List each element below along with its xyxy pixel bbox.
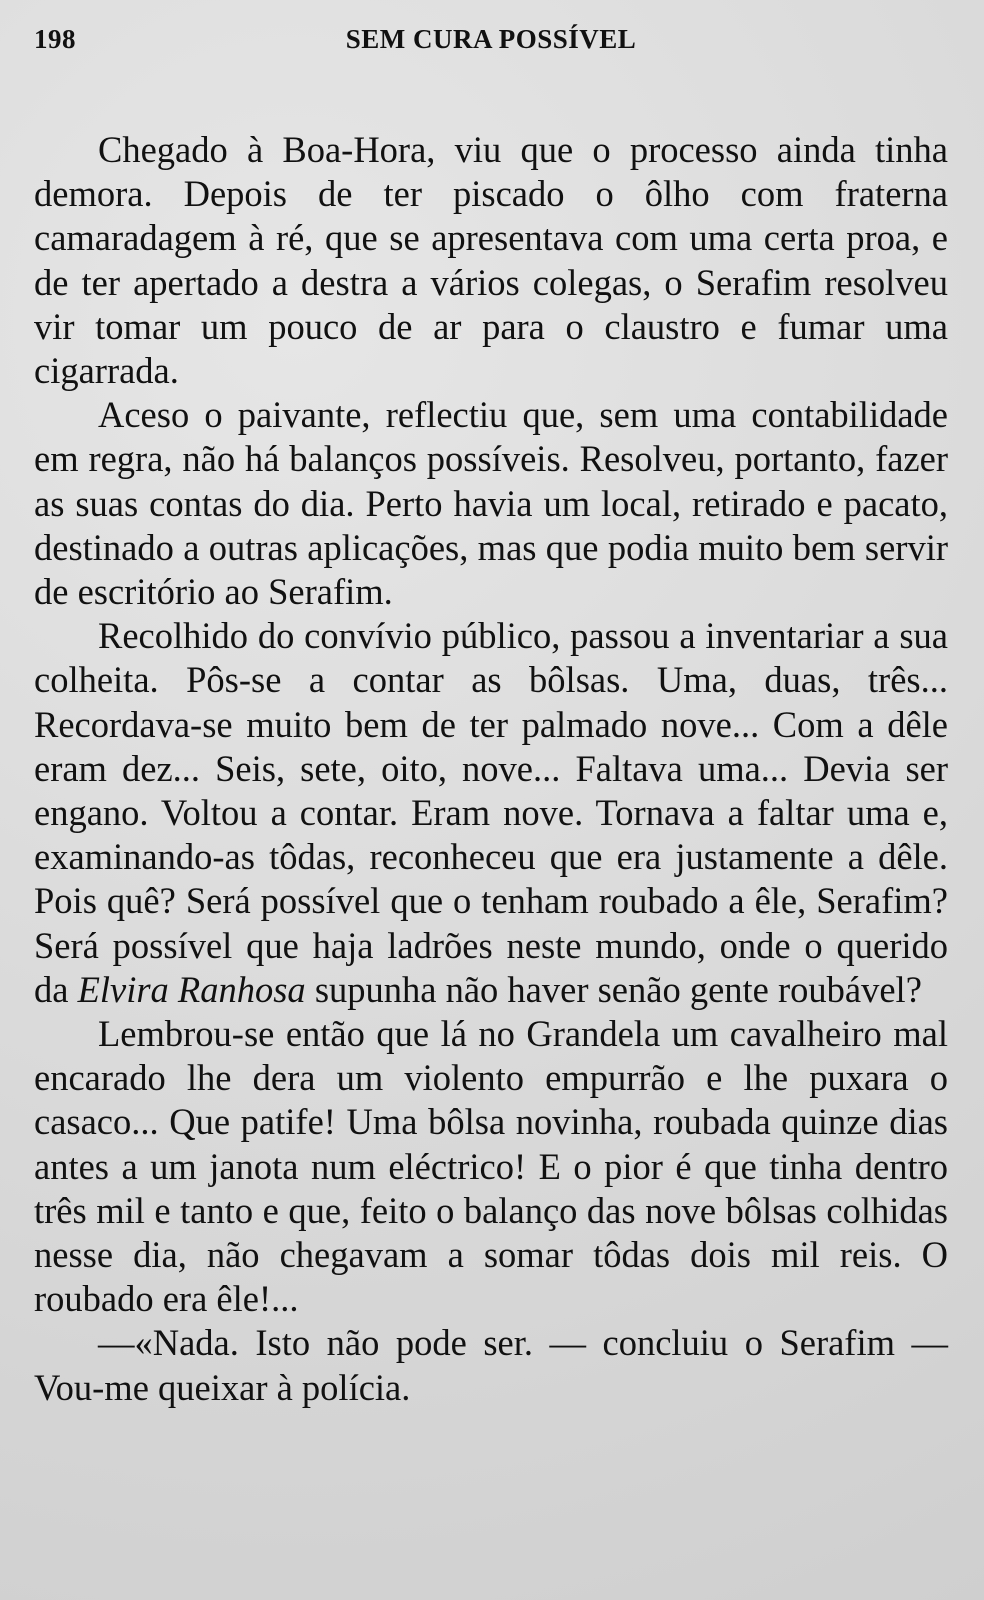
paragraph-text: supunha não haver senão gente roubável? (305, 968, 922, 1010)
paragraph (34, 614, 948, 1012)
book-title: SEM CURA POSSÍVEL (345, 24, 637, 54)
body-text (34, 128, 948, 1410)
paragraph-text: Recolhido do convívio público, passou a inventariar a sua colheita. Pôs-se a contar as bôlsas. Uma, duas, três... Recordava-se muito bem de ter palmado nove... Com a dêle eram dez... Seis, sete, oito, nove... Faltava uma... Devia ser engano. Voltou a contar. Eram nove. Tornava a faltar uma e, examinando-as tôdas, reconheceu que era justamente a dêle. Pois quê? Será possível que o tenham roubado a êle, Serafim? Será possível que haja ladrões neste mundo, onde o querido da (34, 615, 948, 1010)
paragraph: Lembrou-se então que lá no Grandela um cavalheiro mal encarado lhe dera um violento empurrão e lhe puxara o casaco... Que patife! Uma bôlsa novinha, roubada quinze dias antes a um janota num eléctrico! E o pior é que tinha dentro três mil e tanto e que, feito o balanço das nove bôlsas colhidas nesse dia, não chegavam a somar tôdas dois mil reis. O roubado era êle!... (34, 1013, 948, 1320)
paragraph: —«Nada. Isto não pode ser. — concluiu o Serafim — Vou-me queixar à polícia. (34, 1322, 948, 1408)
paragraph: Chegado à Boa-Hora, viu que o processo ainda tinha demora. Depois de ter piscado o ôlho com fraterna camaradagem à ré, que se apresentava com uma certa proa, e de ter apertado a destra a vários colegas, o Serafim resolveu vir tomar um pouco de ar para o claustro e fumar uma cigarrada. (34, 129, 948, 392)
paragraph: Aceso o paivante, reflectiu que, sem uma contabilidade em regra, não há balanços possíveis. Resolveu, portanto, fazer as suas contas do dia. Perto havia um local, retirado e pacato, destinado a outras aplicações, mas que podia muito bem servir de escritório ao Serafim. (34, 394, 948, 613)
italic-name: Elvira Ranhosa (77, 968, 306, 1010)
page-number: 198 (34, 24, 76, 54)
running-head (34, 18, 948, 68)
